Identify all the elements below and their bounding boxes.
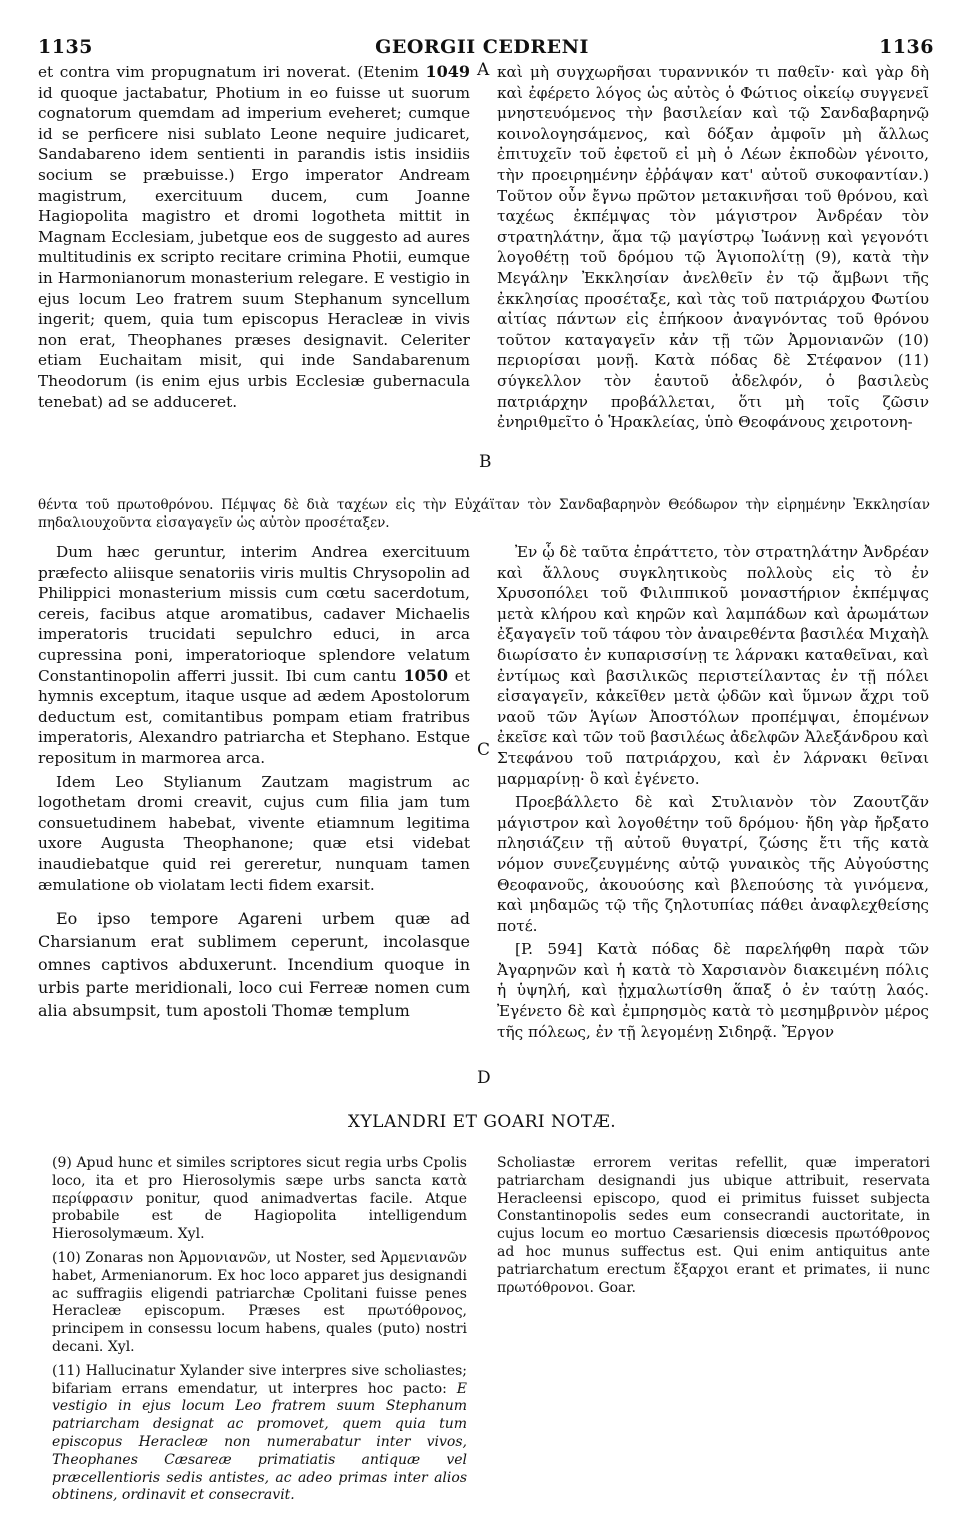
right-page-number: 1136	[879, 36, 934, 58]
section-marker-d: D	[477, 1068, 491, 1088]
notes-left-column	[52, 1155, 467, 1505]
latin-p1-text-b: id quoque jactabatur, Photium in eo fuisse ut suorum cognatorum quemdam ad imperium eveheret; cumque id se perficere nisi sublato Leone nequire judicaret, Sandabareno idem sentienti in parandis istis insidiis socium se præbuisse.) Ergo imperator Andream magistrum, exercituum ducem, cum Joanne Hagiopolita magistro et dromi logotheta mittit in Magnam Ecclesiam, jubetque eos de suggesto ad aures multitudinis ex scripto recitare crimina Photii, eumque in Harmonianorum monasterium relegare. E vestigio in ejus locum Leo fratrem suum Stephanum syncellum ingerit; quem, quia tum episcopus Heracleæ in vivis non erat, Theophanes præses designavit. Celeriter etiam Euchaitam misit, qui inde Sandabarenum Theodorum (is enim ejus urbis Ecclesiæ gubernacula tenebat) ad se adduceret.	[38, 83, 470, 411]
latin-paragraph-2	[38, 542, 470, 769]
latin-column-bottom	[38, 542, 470, 1022]
latin-paragraph-3: Idem Leo Stylianum Zautzam magistrum ac logothetam dromi creavit, cujus cum filia jam tum consuetudinem habebat, vivente etiamnum legitima uxore Augusta Theophanone; quæ etsi videbat inaudiebatque quid rei gereretur, nunquam tamen æmulatione ob violatam lecti fidem exarsit.	[38, 772, 470, 894]
note-11-quoted-translation: E vestigio in ejus locum Leo fratrem suum Stephanum patriarcham designat ac promovet, quem quia tum episcopus Heracleæ non numerabatur inter vivos, Theophanes Cæsareæ primatiatis antiquæ vel præcellentioris sedis antistes, ac adeo primas inter alios obtinens, ordinavit et consecravit.	[52, 1380, 467, 1504]
running-title: GEORGII CEDRENI	[375, 36, 589, 58]
note-11-start	[52, 1363, 467, 1505]
section-marker-b: B	[479, 452, 492, 472]
section-marker-a: A	[477, 60, 490, 80]
left-page-number: 1135	[38, 36, 93, 58]
greek-spanning-lines: θέντα τοῦ πρωτοθρόνου. Πέμψας δὲ διὰ ταχέων εἰς τὴν Εὐχάϊταν τὸν Σανδαβαρηνὸν Θεόδωρον τὴν εἰρημένην Ἐκκλησίαν πηδαλιουχοῦντα εἰσαγαγεῖν ὡς αὐτὸν προσέταξεν.	[38, 497, 930, 531]
greek-column-top	[497, 62, 929, 433]
latin-p1-text-a: et contra vim propugnatum iri noverat. (Etenim	[38, 63, 426, 81]
note-11-continuation: Scholiastæ errorem veritas refellit, quæ imperatori patriarcham designandi jus ubique attribuit, reservata Heracleensi episcopo, quod ei primitus fuisset subjecta Constantinopolis sedes eum consecrandi auctoritate, in cujus locum eo mortuo Cæsariensis diœcesis πρωτόθρονος ad hoc munus suffectus est. Qui enim antiquitus ante patriarchatum erectum ἔξαρχοι erant et primates, ii nunc πρωτόθρονοι. Goar.	[497, 1155, 930, 1296]
note-10: (10) Zonaras non Ἀρμονιανῶν, ut Noster, sed Ἀρμενιανῶν habet, Armenianorum. Ex hoc loco apparet jus designandi ac suffragiis eligendi patriarchæ Cpolitani fuisse penes Heracleæ episcopum. Præses est πρωτόθρονος, principem in consessu locum habens, quales (puto) nostri decani. Xyl.	[52, 1249, 467, 1355]
latin-paragraph-4: Eo ipso tempore Agareni urbem quæ ad Charsianum erat sublimem ceperunt, incolasque omnes captivos abduxerunt. Incendium quoque in urbis parte meridionali, loco cui Ferreæ nomen cum alia absumpsit, tum apostoli Thomæ templum	[38, 909, 470, 1021]
migne-number-1050: 1050	[403, 665, 448, 685]
migne-number-1049: 1049	[425, 62, 470, 81]
greek-column-bottom	[497, 542, 929, 1042]
latin-column-top	[38, 62, 470, 412]
greek-paragraph-4: [P. 594] Κατὰ πόδας δὲ παρελήφθη παρὰ τῶν Ἀγαρηνῶν καὶ ἡ κατὰ τὸ Χαρσιανὸν διακειμένη πόλις ἡ ὑψηλή, καὶ ᾐχμαλωτίσθη ἅπαξ ὁ ἐν ταύτῃ λαός. Ἐγένετο δὲ καὶ ἐμπρησμὸς κατὰ τὸ μεσημβρινὸν μέρος τῆς πόλεως, ἐν τῇ λεγομένῃ Σιδηρᾷ. Ἔργον	[497, 940, 929, 1041]
latin-p2-text-b: et hymnis exceptum, itaque usque ad ædem Apostolorum deductum est, comitantibus pompam etiam fratribus imperatoris, Alexandro patriarcha et Stephano. Estque repositum in marmorea arca.	[38, 666, 471, 767]
latin-p2-text-a: Dum hæc geruntur, interim Andrea exercituum præfecto aliisque senatoriis viris multis Chrysopolin ad Philippici monasterium missis cum cœtu sacerdotum, cereis, facibus atque aromatibus, cadaver Michaelis imperatoris trucidati sepulchro educi, in arca cupressina poni, imperatorioque splendore velatum Constantinopolin afferri jussit. Ibi cum cantu	[38, 543, 470, 685]
notes-right-column	[497, 1155, 930, 1297]
note-9: (9) Apud hunc et similes scriptores sicut regia urbs Cpolis loco, ita et pro Hierosolymis sæpe urbs sancta κατὰ περίφρασιν ponitur, quod animadvertas facile. Atque probabile est de Hagiopolita intelligendum Hierosolymæum. Xyl.	[52, 1155, 467, 1243]
section-marker-c: C	[477, 740, 491, 760]
greek-paragraph-3: Προεβάλλετο δὲ καὶ Στυλιανὸν τὸν Ζαουτζᾶν μάγιστρον καὶ λογοθέτην τοῦ δρόμου· ἤδη γὰρ ἤρξατο πλησιάζειν τῇ αὐτοῦ θυγατρί, ζώσης ἔτι τῆς κατὰ νόμον συνεζευγμένης αὐτῷ γυναικὸς τῆς Αὐγούστης Θεοφανοῦς, ἀκουούσης καὶ βλεπούσης τὰ γινόμενα, καὶ μηδαμῶς τῷ τῆς ζηλοτυπίας πάθει ἀναφλεχθείσης ποτέ.	[497, 793, 929, 935]
greek-paragraph-1: καὶ μὴ συγχωρῆσαι τυραννικόν τι παθεῖν· καὶ γὰρ δὴ καὶ ἐφέρετο λόγος ὡς αὐτὸς ὁ Φώτιος οἰκείῳ συγγενεῖ μνηστευόμενος τὴν βασιλείαν καὶ τῷ Σανδαβαρηνῷ κοινολογησάμενος, καὶ δόξαν ἀμφοῖν μὴ ἄλλως ἐπιτυχεῖν τοῦ ἐφετοῦ εἰ μὴ ὁ Λέων ἐκποδὼν γένοιτο, τὴν προειρημένην ἐῤῥάψαν κατ' αὐτοῦ συκοφαντίαν.) Τοῦτον οὖν ἔγνω πρῶτον μετακινῆσαι τοῦ θρόνου, καὶ ταχέως ἐκπέμψας τὸν μάγιστρον Ἀνδρέαν τὸν στρατηλάτην, ἅμα τῷ μαγίστρῳ Ἰωάννῃ καὶ γεγονότι λογοθέτῃ τοῦ δρόμου τῷ Ἁγιοπολίτῃ (9), κατὰ τὴν Μεγάλην Ἐκκλησίαν ἀνελθεῖν ἐν τῷ ἄμβωνι τῆς ἐκκλησίας προσέταξε, καὶ τὰς τοῦ πατριάρχου Φωτίου αἰτίας πάντων εἰς ἐπήκοον ἀναγνόντας τοῦ θρόνου τοῦτον καταγαγεῖν κἀν τῇ τῶν Ἀρμονιανῶν (10) περιορίσαι μονῇ. Κατὰ πόδας δὲ Στέφανον (11) σύγκελλον τὸν ἑαυτοῦ ἀδελφόν, ὁ βασιλεὺς πατριάρχην προβάλλεται, ὅτι μὴ τοῖς ζῶσιν ἐνηριθμεῖτο ὁ Ἡρακλείας, ὑπὸ Θεοφάνους χειροτονη-	[497, 63, 929, 432]
note-11-text-a: (11) Hallucinatur Xylander sive interpres sive scholiastes; bifariam errans emendatur, ut interpres hoc pacto:	[52, 1362, 467, 1397]
notes-heading: XYLANDRI ET GOARI NOTÆ.	[347, 1112, 617, 1132]
greek-paragraph-2: Ἐν ᾧ δὲ ταῦτα ἐπράττετο, τὸν στρατηλάτην Ἀνδρέαν καὶ ἄλλους συγκλητικοὺς πολλοὺς εἰς τὸ ἐν Χρυσοπόλει τοῦ Φιλιππικοῦ μοναστήριον ἐκπέμψας μετὰ κλήρου καὶ κηρῶν καὶ λαμπάδων καὶ ἀρωμάτων ἐξαγαγεῖν τοῦ τάφου τὸν ἀναιρεθέντα βασιλέα Μιχαὴλ διωρίσατο ἐν κυπαρισσίνῃ τε λάρνακι καταθεῖναι, καὶ ἐντίμως καὶ βασιλικῶς περιστείλαντας ἐν τῇ πόλει εἰσαγαγεῖν, κἀκεῖθεν μετὰ ᾠδῶν καὶ ὕμνων ἄχρι τοῦ ναοῦ τῶν Ἁγίων Ἀποστόλων προπέμψαι, ἑπομένων ἐκεῖσε καὶ τῶν τοῦ βασιλέως ἀδελφῶν Ἀλεξάνδρου καὶ Στεφάνου τοῦ πατριάρχου, καὶ ἐν λάρνακι θεῖναι μαρμαρίνῃ· ὃ καὶ ἐγένετο.	[497, 543, 930, 788]
latin-paragraph-1	[38, 62, 470, 412]
